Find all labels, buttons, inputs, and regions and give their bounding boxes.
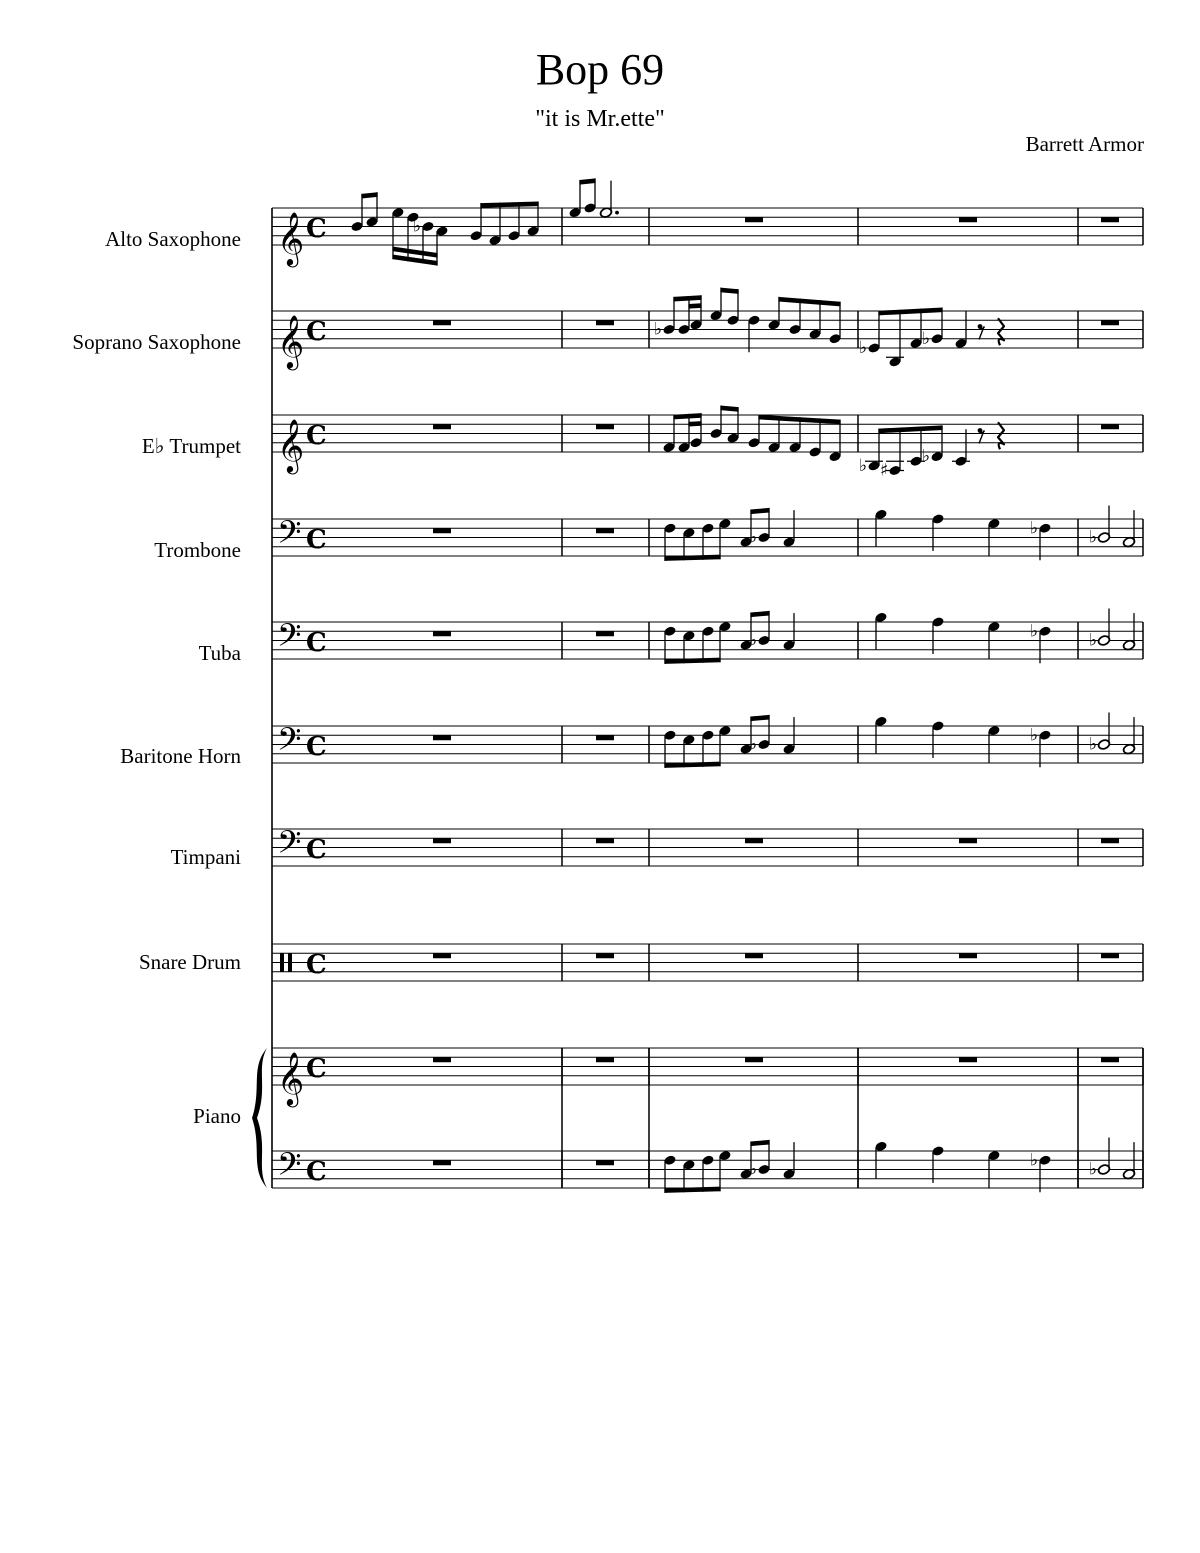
instrument-label-trombone: Trombone <box>154 538 241 562</box>
time-signature-common: C <box>306 1156 327 1187</box>
instrument-label-timpani: Timpani <box>170 845 241 869</box>
whole-rest <box>1101 217 1119 222</box>
whole-rest <box>596 320 614 325</box>
flat-sign: ♭ <box>1030 725 1039 746</box>
treble-clef: 𝄞 <box>277 211 305 265</box>
time-signature-common: C <box>306 731 327 762</box>
instrument-label-eb-trumpet: E♭ Trumpet <box>141 434 241 458</box>
flat-sign: ♭ <box>1030 621 1039 642</box>
whole-rest <box>433 424 451 429</box>
piano-brace <box>252 1048 267 1188</box>
whole-rest <box>596 1160 614 1165</box>
whole-rest <box>745 1057 763 1062</box>
time-signature-common: C <box>306 420 327 451</box>
staff-soprano-sax <box>272 311 1143 348</box>
whole-rest <box>1101 424 1119 429</box>
instrument-label-tuba: Tuba <box>198 641 241 665</box>
whole-rest <box>1101 953 1119 958</box>
whole-rest <box>959 217 977 222</box>
whole-rest <box>745 953 763 958</box>
whole-rest <box>433 631 451 636</box>
instrument-label-soprano-saxophone: Soprano Saxophone <box>72 330 241 354</box>
quarter-rest <box>998 422 1004 449</box>
bass-clef: 𝄢 <box>277 1145 302 1190</box>
beam <box>361 192 377 198</box>
bass-clef: 𝄢 <box>277 823 302 868</box>
whole-rest <box>596 735 614 740</box>
beam <box>673 295 701 301</box>
flat-sign: ♭ <box>1089 527 1098 548</box>
bass-clef: 𝄢 <box>277 513 302 558</box>
instrument-label-alto-saxophone: Alto Saxophone <box>105 227 241 251</box>
staff-snare-drum <box>272 944 1143 981</box>
quarter-rest <box>998 318 1004 345</box>
time-signature-common: C <box>306 949 327 980</box>
percussion-clef <box>288 953 292 972</box>
whole-rest <box>596 838 614 843</box>
flat-sign: ♭ <box>1030 518 1039 539</box>
flat-sign: ♭ <box>413 216 422 237</box>
whole-rest <box>433 735 451 740</box>
instrument-label-snare-drum: Snare Drum <box>138 950 241 974</box>
beam <box>750 508 769 514</box>
whole-rest <box>596 528 614 533</box>
bass-clef: 𝄢 <box>277 720 302 765</box>
secondary-beam <box>688 303 701 308</box>
score-subtitle: "it is Mr.ette" <box>535 106 665 132</box>
secondary-beam <box>688 421 701 426</box>
bass-clef: 𝄢 <box>277 616 302 661</box>
flat-sign: ♭ <box>859 455 868 476</box>
flat-sign: ♭ <box>922 446 931 467</box>
beam <box>720 406 738 412</box>
time-signature-common: C <box>306 524 327 555</box>
beam <box>480 202 538 208</box>
whole-rest <box>433 838 451 843</box>
instrument-label-baritone-horn: Baritone Horn <box>120 744 241 768</box>
staff-eb-trumpet <box>272 415 1143 452</box>
time-signature-common: C <box>306 316 327 347</box>
dot <box>615 211 619 215</box>
whole-rest <box>433 528 451 533</box>
beam <box>750 611 769 617</box>
flat-sign: ♭ <box>654 319 663 340</box>
flat-sign: ♭ <box>1089 630 1098 651</box>
beam <box>579 178 595 184</box>
composer-name: Barrett Armor <box>1025 132 1144 156</box>
whole-rest <box>596 631 614 636</box>
flat-sign: ♭ <box>749 527 758 548</box>
flat-sign: ♭ <box>1030 1150 1039 1171</box>
time-signature-common: C <box>306 1053 327 1084</box>
flat-sign: ♭ <box>1089 1159 1098 1180</box>
whole-rest <box>959 953 977 958</box>
beam <box>878 308 942 316</box>
flat-sign: ♭ <box>749 1159 758 1180</box>
beam <box>878 425 942 433</box>
whole-rest <box>1101 1057 1119 1062</box>
whole-rest <box>596 1057 614 1062</box>
time-signature-common: C <box>306 213 327 244</box>
whole-rest <box>433 1057 451 1062</box>
whole-rest <box>745 838 763 843</box>
treble-clef: 𝄞 <box>277 314 305 368</box>
time-signature-common: C <box>306 627 327 658</box>
treble-clef: 𝄞 <box>277 1051 305 1105</box>
percussion-clef <box>280 953 284 972</box>
whole-rest <box>1101 838 1119 843</box>
flat-sign: ♭ <box>1089 734 1098 755</box>
flat-sign: ♭ <box>749 734 758 755</box>
flat-sign: ♭ <box>749 630 758 651</box>
whole-rest <box>433 953 451 958</box>
beam <box>750 715 769 721</box>
staff-timpani <box>272 829 1143 866</box>
whole-rest <box>959 838 977 843</box>
flat-sign: ♭ <box>922 328 931 349</box>
whole-rest <box>596 953 614 958</box>
whole-rest <box>433 320 451 325</box>
whole-rest <box>1101 320 1119 325</box>
staff-piano-treble <box>272 1048 1143 1085</box>
beam <box>673 413 701 419</box>
whole-rest <box>745 217 763 222</box>
beam <box>750 1140 769 1146</box>
sharp-sign: ♯ <box>880 460 889 481</box>
whole-rest <box>433 1160 451 1165</box>
instrument-label-piano: Piano <box>193 1104 241 1128</box>
flat-sign: ♭ <box>859 338 868 358</box>
beam <box>720 288 738 294</box>
beam <box>778 297 840 306</box>
whole-rest <box>959 1057 977 1062</box>
score-title: Bop 69 <box>535 45 665 94</box>
treble-clef: 𝄞 <box>277 418 305 472</box>
whole-rest <box>596 424 614 429</box>
time-signature-common: C <box>306 834 327 865</box>
